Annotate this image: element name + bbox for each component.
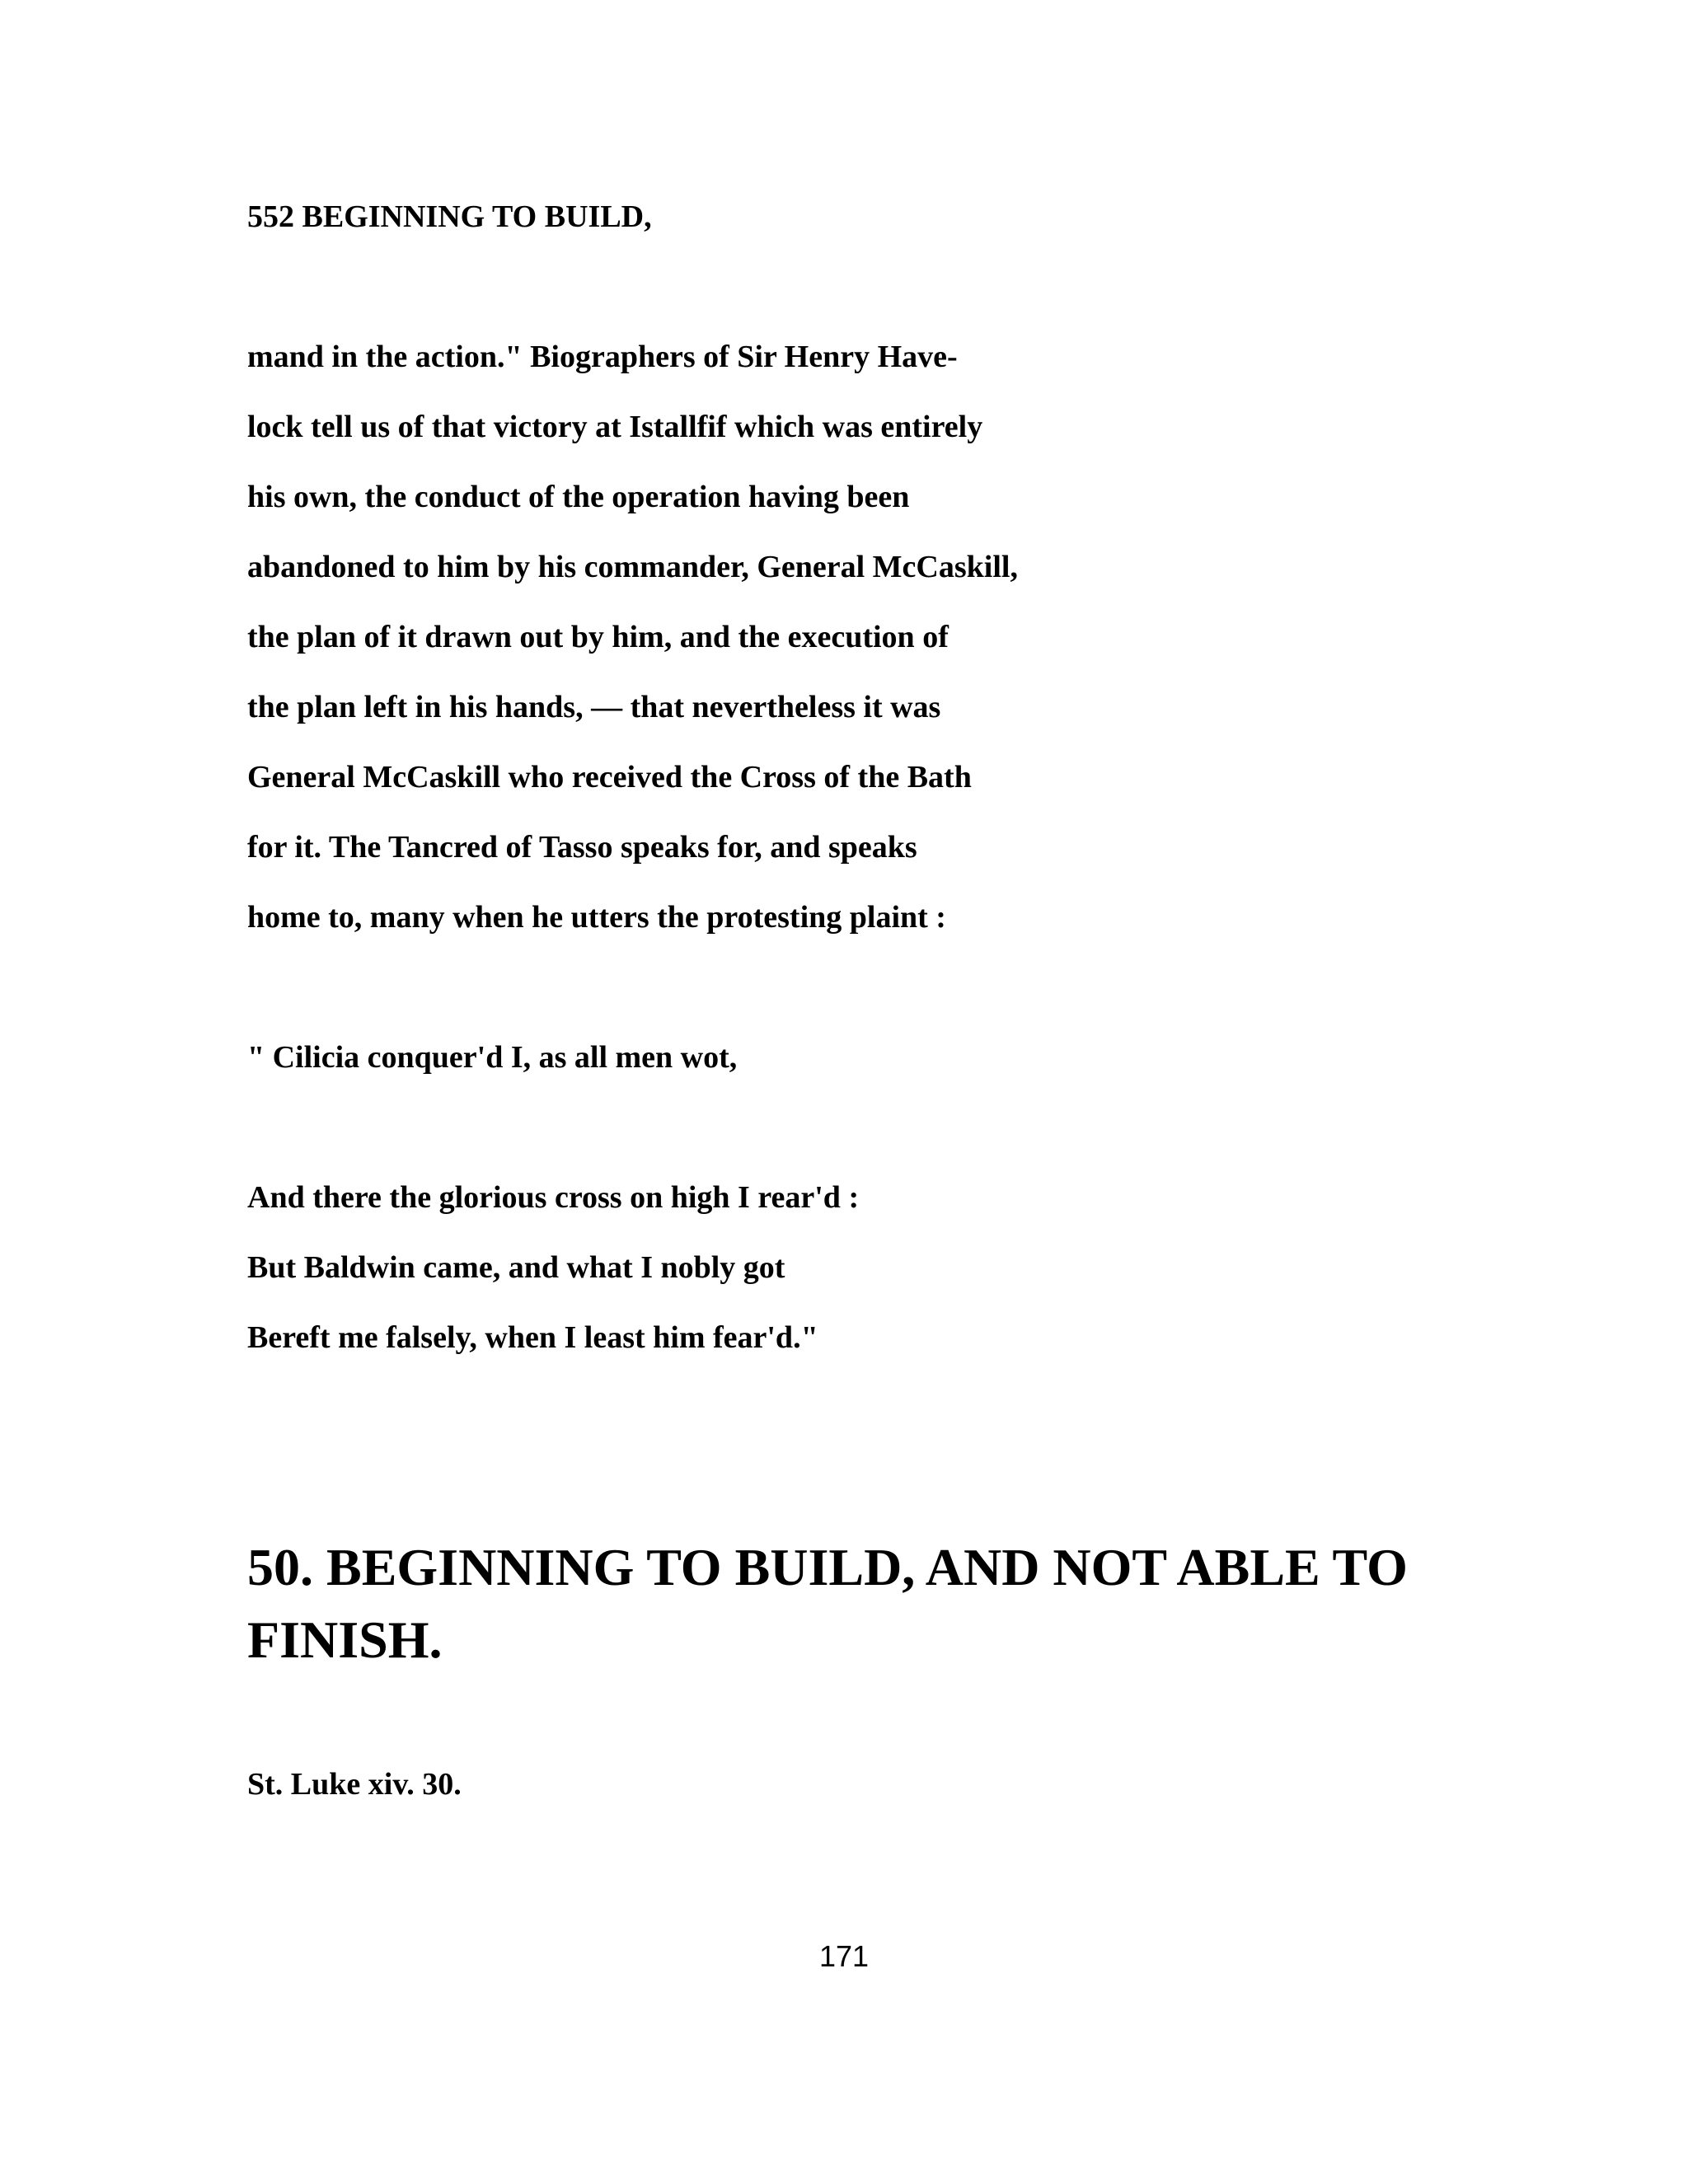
verse-line: Bereft me falsely, when I least him fear'd." [247, 1320, 818, 1355]
body-line: for it. The Tancred of Tasso speaks for, and speaks [247, 830, 917, 865]
verse-line: But Baldwin came, and what I nobly got [247, 1250, 785, 1285]
body-line: his own, the conduct of the operation having been [247, 480, 910, 514]
body-line: General McCaskill who received the Cross of the Bath [247, 760, 972, 794]
body-line: the plan left in his hands, — that nevertheless it was [247, 690, 941, 724]
scripture-reference: St. Luke xiv. 30. [247, 1767, 462, 1802]
body-line: lock tell us of that victory at Istallfif which was entirely [247, 410, 983, 444]
verse-line: And there the glorious cross on high I rear'd : [247, 1180, 860, 1215]
body-line: home to, many when he utters the protesting plaint : [247, 900, 946, 935]
section-heading: 50. BEGINNING TO BUILD, AND NOT ABLE TO FINISH. [247, 1538, 1408, 1669]
running-header: 552 BEGINNING TO BUILD, [247, 199, 652, 234]
body-line: mand in the action." Biographers of Sir Henry Have- [247, 340, 958, 374]
verse-first-line: " Cilicia conquer'd I, as all men wot, [247, 1040, 738, 1075]
body-line: the plan of it drawn out by him, and the execution of [247, 620, 949, 654]
page-number: 171 [818, 1939, 870, 1973]
body-line: abandoned to him by his commander, General McCaskill, [247, 550, 1018, 584]
